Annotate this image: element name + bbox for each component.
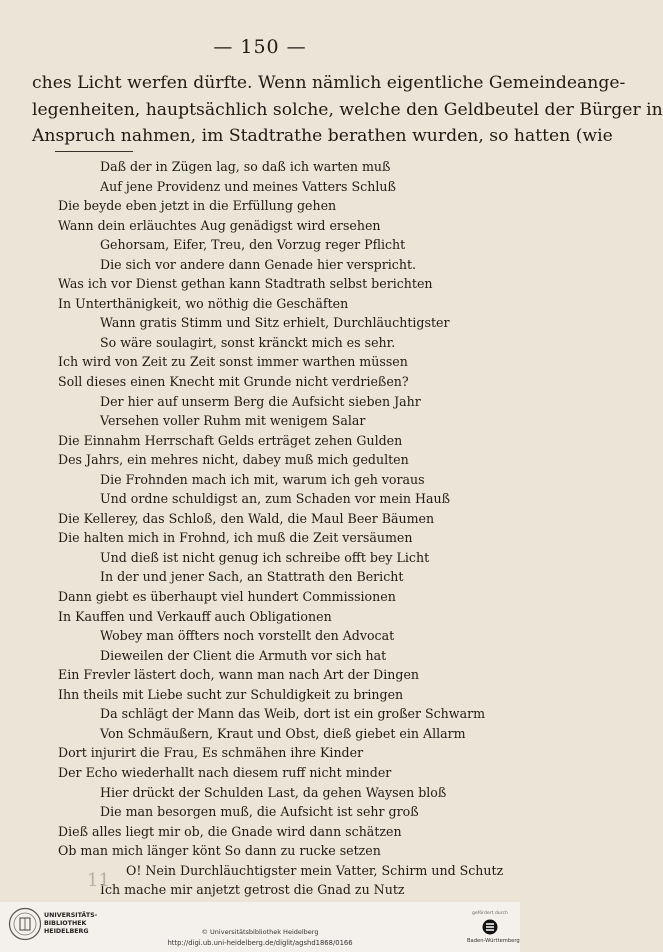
page-number: — 150 — bbox=[213, 36, 307, 58]
source-url-link[interactable]: http://digi.ub.uni-heidelberg.de/diglit/agshd1868/0166 bbox=[167, 939, 353, 947]
poem-line: Wann gratis Stimm und Sitz erhielt, Durchläuchtigster bbox=[100, 315, 450, 331]
copyright-notice: © Universitätsbibliothek Heidelberg bbox=[201, 928, 319, 936]
funder-name: Baden-Württemberg bbox=[467, 938, 520, 944]
library-name-line: HEIDELBERG bbox=[44, 928, 89, 935]
poem-line: Wann dein erläuchtes Aug genädigst wird ersehen bbox=[58, 217, 381, 233]
intro-line: ches Licht werfen dürfte. Wenn nämlich eigentliche Gemeindeange- bbox=[32, 73, 626, 93]
poem-line: Die Einnahm Herrschaft Gelds erträget zehen Gulden bbox=[58, 432, 403, 448]
poem-line: Die man besorgen muß, die Aufsicht ist sehr groß bbox=[100, 804, 419, 820]
poem-line: Soll dieses einen Knecht mit Grunde nicht verdrießen? bbox=[58, 374, 409, 390]
poem-line: Versehen voller Ruhm mit wenigem Salar bbox=[100, 413, 366, 429]
poem-line: Der Echo wiederhallt nach diesem ruff nicht minder bbox=[58, 764, 392, 780]
poem-line: Die beyde eben jetzt in die Erfüllung gehen bbox=[58, 198, 337, 214]
poem-line: Ihn theils mit Liebe sucht zur Schuldigkeit zu bringen bbox=[58, 686, 404, 702]
intro-line: Anspruch nahmen, im Stadtrathe berathen wurden, so hatten (wie bbox=[32, 126, 613, 146]
poem-line: Dann giebt es überhaupt viel hundert Commissionen bbox=[58, 589, 396, 605]
poem-line: Die sich vor andere dann Genade hier verspricht. bbox=[100, 256, 417, 272]
poem-line: Und dieß ist nicht genug ich schreibe offt bey Licht bbox=[100, 549, 430, 565]
poem-line: Dieweilen der Client die Armuth vor sich hat bbox=[100, 647, 387, 663]
funded-by-label: gefördert durch bbox=[472, 911, 508, 916]
poem-line: Dort injurirt die Frau, Es schmähen ihre Kinder bbox=[58, 745, 364, 761]
poem-line: Ob man mich länger könt So dann zu rucke setzen bbox=[58, 843, 381, 859]
poem-line: Daß der in Zügen lag, so daß ich warten muß bbox=[100, 159, 391, 174]
poem-line: Der hier auf unserm Berg die Aufsicht sieben Jahr bbox=[100, 393, 421, 409]
poem-line: In Unterthänigkeit, wo nöthig die Geschäften bbox=[58, 295, 349, 311]
poem-line: Gehorsam, Eifer, Treu, den Vorzug reger Pflicht bbox=[100, 237, 406, 253]
poem-line: O! Nein Durchläuchtigster mein Vatter, Schirm und Schutz bbox=[126, 862, 504, 878]
library-name-line: BIBLIOTHEK bbox=[44, 920, 87, 927]
intro-paragraph bbox=[32, 70, 663, 150]
poem-line: Die halten mich in Frohnd, ich muß die Zeit versäumen bbox=[58, 530, 413, 546]
poem-line: Ein Frevler lästert doch, wann man nach Art der Dingen bbox=[58, 667, 420, 683]
poem-line: Auf jene Providenz und meines Vatters Schluß bbox=[100, 178, 396, 194]
poem-line: Des Jahrs, ein mehres nicht, dabey muß mich gedulten bbox=[58, 452, 409, 468]
library-name-line: UNIVERSITÄTS- bbox=[44, 912, 98, 919]
poem-line: Und ordne schuldigst an, zum Schaden vor mein Hauß bbox=[100, 491, 450, 507]
poem-line: So wäre soulagirt, sonst kränckt mich es sehr. bbox=[100, 334, 396, 350]
poem-line: Da schlägt der Mann das Weib, dort ist ein großer Schwarm bbox=[100, 706, 486, 722]
poem-block bbox=[58, 157, 508, 900]
poem-line: Ich wird von Zeit zu Zeit sonst immer warthen müssen bbox=[58, 354, 408, 370]
footnote-rule bbox=[55, 151, 133, 152]
poem-line: Wobey man öffters noch vorstellt den Advocat bbox=[100, 628, 395, 644]
poem-line: Die Frohnden mach ich mit, warum ich geh voraus bbox=[100, 471, 425, 487]
state-emblem-icon bbox=[482, 919, 498, 935]
poem-line: Ich mache mir anjetzt getrost die Gnad zu Nutz bbox=[100, 882, 405, 898]
poem-line: In Kauffen und Verkauff auch Obligationen bbox=[58, 608, 332, 624]
poem-line: Hier drückt der Schulden Last, da gehen Waysen bloß bbox=[100, 784, 447, 800]
poem-line: Dieß alles liegt mir ob, die Gnade wird dann schätzen bbox=[58, 823, 402, 839]
poem-line: Was ich vor Dienst gethan kann Stadtrath selbst berichten bbox=[58, 276, 433, 292]
pencil-mark: 11 bbox=[87, 870, 110, 891]
poem-line: Von Schmäußern, Kraut und Obst, dieß giebet ein Allarm bbox=[100, 725, 466, 741]
poem-line: In der und jener Sach, an Stattrath den Bericht bbox=[100, 569, 404, 585]
poem-line: Die Kellerey, das Schloß, den Wald, die Maul Beer Bäumen bbox=[58, 510, 435, 526]
intro-line: legenheiten, hauptsächlich solche, welche den Geldbeutel der Bürger in bbox=[32, 99, 663, 120]
